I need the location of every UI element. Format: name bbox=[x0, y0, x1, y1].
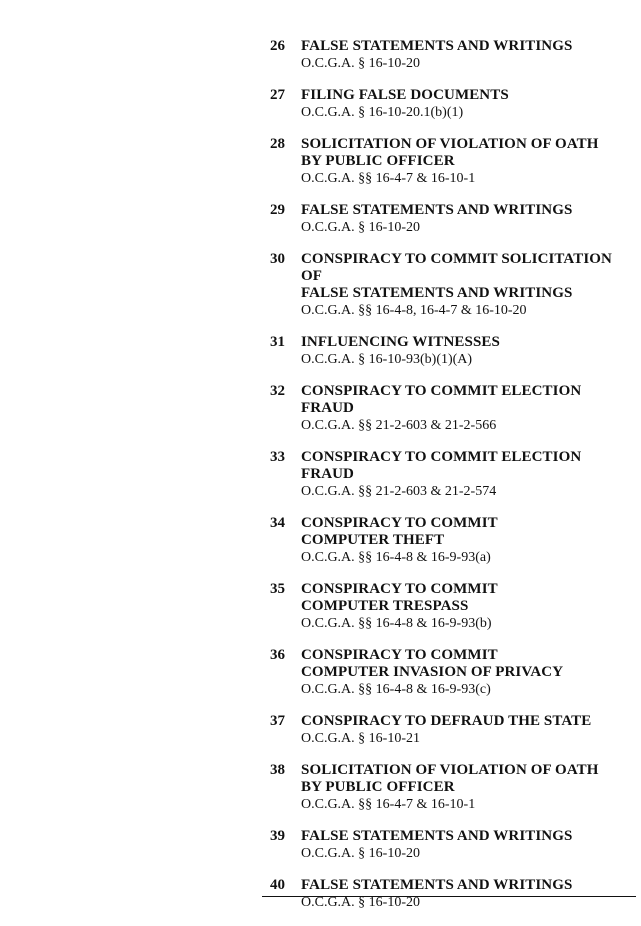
count-title: CONSPIRACY TO COMMIT COMPUTER TRESPASS bbox=[301, 581, 498, 614]
count-citation: O.C.G.A. §§ 21-2-603 & 21-2-566 bbox=[301, 418, 497, 433]
count-title: SOLICITATION OF VIOLATION OF OATH BY PUBLIC OFFICER bbox=[301, 762, 599, 795]
count-number: 30 bbox=[270, 251, 285, 267]
count-entry bbox=[270, 762, 635, 813]
count-title: SOLICITATION OF VIOLATION OF OATH BY PUBLIC OFFICER bbox=[301, 136, 599, 169]
count-entry bbox=[270, 383, 635, 434]
count-body bbox=[301, 762, 635, 813]
count-number: 29 bbox=[270, 202, 285, 218]
count-body bbox=[301, 515, 635, 566]
count-entry bbox=[270, 38, 635, 72]
count-body bbox=[301, 647, 635, 698]
count-body bbox=[301, 877, 635, 911]
count-entry bbox=[270, 449, 635, 500]
count-body bbox=[301, 828, 635, 862]
count-body bbox=[301, 87, 635, 121]
count-number: 34 bbox=[270, 515, 285, 531]
count-number: 39 bbox=[270, 828, 285, 844]
count-entry bbox=[270, 877, 635, 911]
count-body bbox=[301, 251, 635, 319]
count-citation: O.C.G.A. § 16-10-20 bbox=[301, 56, 420, 71]
count-body bbox=[301, 334, 635, 368]
count-citation: O.C.G.A. §§ 16-4-7 & 16-10-1 bbox=[301, 171, 476, 186]
count-title: CONSPIRACY TO COMMIT ELECTION FRAUD bbox=[301, 383, 582, 416]
count-entry bbox=[270, 202, 635, 236]
count-citation: O.C.G.A. § 16-10-20 bbox=[301, 846, 420, 861]
count-title: CONSPIRACY TO COMMIT SOLICITATION OF FALSE STATEMENTS AND WRITINGS bbox=[301, 251, 612, 301]
count-body bbox=[301, 449, 635, 500]
count-entry bbox=[270, 713, 635, 747]
count-body bbox=[301, 713, 635, 747]
count-number: 36 bbox=[270, 647, 285, 663]
count-citation: O.C.G.A. §§ 16-4-8, 16-4-7 & 16-10-20 bbox=[301, 303, 527, 318]
count-entry bbox=[270, 251, 635, 319]
count-citation: O.C.G.A. §§ 16-4-8 & 16-9-93(b) bbox=[301, 616, 492, 631]
count-body bbox=[301, 38, 635, 72]
footer-rule bbox=[262, 896, 636, 897]
count-title: FALSE STATEMENTS AND WRITINGS bbox=[301, 38, 573, 54]
count-citation: O.C.G.A. §§ 16-4-7 & 16-10-1 bbox=[301, 797, 476, 812]
count-citation: O.C.G.A. § 16-10-20 bbox=[301, 895, 420, 910]
count-title: INFLUENCING WITNESSES bbox=[301, 334, 500, 350]
count-citation: O.C.G.A. §§ 16-4-8 & 16-9-93(c) bbox=[301, 682, 491, 697]
count-title: FALSE STATEMENTS AND WRITINGS bbox=[301, 828, 573, 844]
count-title: FILING FALSE DOCUMENTS bbox=[301, 87, 509, 103]
count-entry bbox=[270, 136, 635, 187]
count-number: 31 bbox=[270, 334, 285, 350]
count-number: 38 bbox=[270, 762, 285, 778]
count-citation: O.C.G.A. §§ 16-4-8 & 16-9-93(a) bbox=[301, 550, 491, 565]
count-number: 26 bbox=[270, 38, 285, 54]
count-citation: O.C.G.A. §§ 21-2-603 & 21-2-574 bbox=[301, 484, 497, 499]
count-number: 40 bbox=[270, 877, 285, 893]
count-body bbox=[301, 202, 635, 236]
count-entry bbox=[270, 581, 635, 632]
count-body bbox=[301, 383, 635, 434]
count-title: FALSE STATEMENTS AND WRITINGS bbox=[301, 202, 573, 218]
count-title: CONSPIRACY TO DEFRAUD THE STATE bbox=[301, 713, 592, 729]
count-number: 28 bbox=[270, 136, 285, 152]
count-citation: O.C.G.A. § 16-10-93(b)(1)(A) bbox=[301, 352, 473, 367]
count-entry bbox=[270, 828, 635, 862]
count-title: FALSE STATEMENTS AND WRITINGS bbox=[301, 877, 573, 893]
count-number: 35 bbox=[270, 581, 285, 597]
count-entry bbox=[270, 334, 635, 368]
count-entry bbox=[270, 647, 635, 698]
count-body bbox=[301, 136, 635, 187]
count-number: 33 bbox=[270, 449, 285, 465]
count-number: 27 bbox=[270, 87, 285, 103]
count-citation: O.C.G.A. § 16-10-21 bbox=[301, 731, 420, 746]
count-title: CONSPIRACY TO COMMIT ELECTION FRAUD bbox=[301, 449, 582, 482]
count-number: 37 bbox=[270, 713, 285, 729]
count-entry bbox=[270, 515, 635, 566]
count-number: 32 bbox=[270, 383, 285, 399]
count-citation: O.C.G.A. § 16-10-20.1(b)(1) bbox=[301, 105, 464, 120]
count-citation: O.C.G.A. § 16-10-20 bbox=[301, 220, 420, 235]
count-title: CONSPIRACY TO COMMIT COMPUTER THEFT bbox=[301, 515, 498, 548]
count-entry bbox=[270, 87, 635, 121]
count-list bbox=[270, 38, 635, 926]
count-title: CONSPIRACY TO COMMIT COMPUTER INVASION OF PRIVACY bbox=[301, 647, 564, 680]
count-body bbox=[301, 581, 635, 632]
